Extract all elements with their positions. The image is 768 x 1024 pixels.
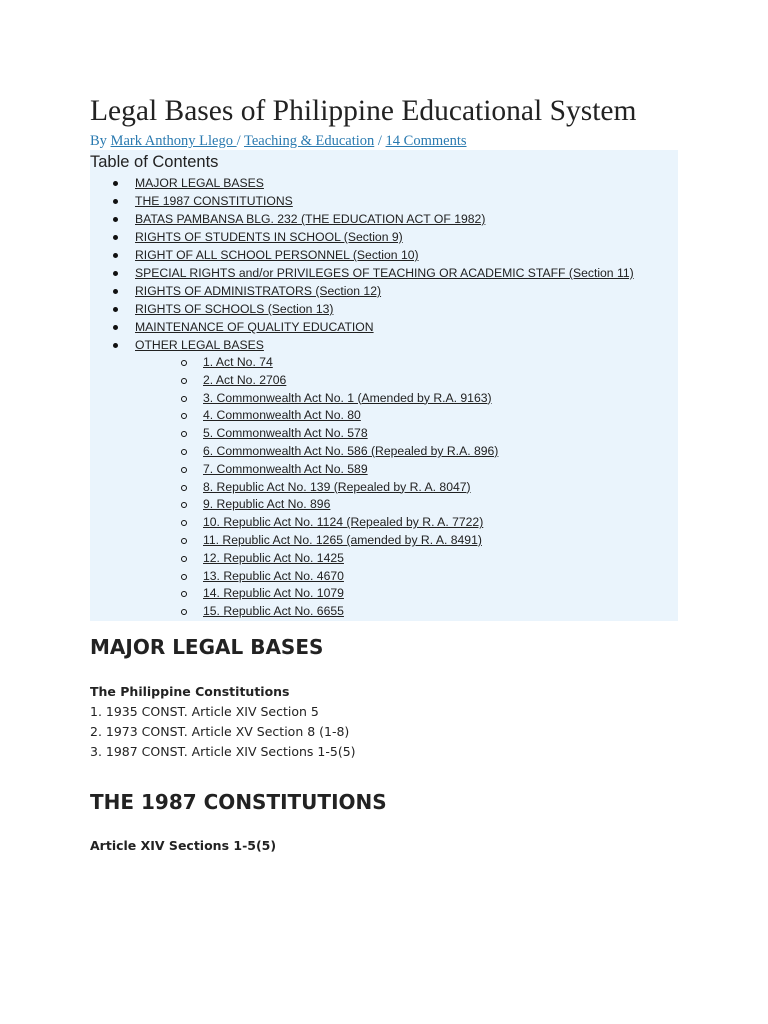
toc-subitem <box>90 479 498 497</box>
toc-item <box>90 174 634 192</box>
constitutions-list <box>90 702 356 762</box>
byline-prefix: By <box>90 133 111 149</box>
author-link[interactable]: Mark Anthony Llego <box>110 133 237 149</box>
article-title: Legal Bases of Philippine Educational System <box>90 95 637 127</box>
toc-subitem <box>90 585 498 603</box>
toc-subitem <box>90 514 498 532</box>
toc-item <box>90 264 634 282</box>
toc-link-special-rights[interactable]: SPECIAL RIGHTS and/or PRIVILEGES OF TEACHING OR ACADEMIC STAFF (Section 11) <box>135 266 634 280</box>
toc-subitem <box>90 407 498 425</box>
toc-item <box>90 300 634 318</box>
byline-separator: / <box>236 133 245 149</box>
toc-item <box>90 246 634 264</box>
toc-item <box>90 210 634 228</box>
subheading-article-xiv: Article XIV Sections 1-5(5) <box>90 838 277 853</box>
list-item: 2. 1973 CONST. Article XV Section 8 (1-8) <box>90 724 350 739</box>
toc-sublink[interactable]: 6. Commonwealth Act No. 586 (Repealed by R.A. 896) <box>203 443 499 458</box>
toc-item <box>90 282 634 300</box>
toc-link-bp-232[interactable]: BATAS PAMBANSA BLG. 232 (THE EDUCATION ACT OF 1982) <box>135 212 486 226</box>
toc-link-major-legal-bases[interactable]: MAJOR LEGAL BASES <box>135 176 264 190</box>
toc-sublist <box>90 354 498 621</box>
toc-sublink[interactable]: 13. Republic Act No. 4670 <box>203 568 344 583</box>
toc-title: Table of Contents <box>90 153 219 171</box>
toc-list <box>90 174 634 354</box>
toc-sublink[interactable]: 4. Commonwealth Act No. 80 <box>203 408 361 423</box>
toc-item <box>90 228 634 246</box>
toc-sublink[interactable]: 15. Republic Act No. 6655 <box>203 604 344 619</box>
byline <box>90 131 467 151</box>
toc-sublink[interactable]: 2. Act No. 2706 <box>203 372 287 387</box>
toc-subitem <box>90 461 498 479</box>
toc-sublink[interactable]: 5. Commonwealth Act No. 578 <box>203 426 368 441</box>
toc-link-other-legal-bases[interactable]: OTHER LEGAL BASES <box>135 338 264 352</box>
toc-subitem <box>90 603 498 621</box>
toc-link-rights-of-administrators[interactable]: RIGHTS OF ADMINISTRATORS (Section 12) <box>135 284 382 298</box>
category-link[interactable]: Teaching & Education <box>244 133 375 149</box>
list-item: 1. 1935 CONST. Article XIV Section 5 <box>90 704 319 719</box>
toc-sublink[interactable]: 9. Republic Act No. 896 <box>203 497 331 512</box>
toc-sublink[interactable]: 14. Republic Act No. 1079 <box>203 586 344 601</box>
toc-subitem <box>90 390 498 408</box>
toc-subitem <box>90 425 498 443</box>
toc-sublink[interactable]: 3. Commonwealth Act No. 1 (Amended by R.A. 9163) <box>203 390 492 405</box>
section-heading-major-legal-bases: MAJOR LEGAL BASES <box>90 635 324 659</box>
toc-sublink[interactable]: 11. Republic Act No. 1265 (amended by R. A. 8491) <box>203 532 482 547</box>
toc-link-rights-of-students[interactable]: RIGHTS OF STUDENTS IN SCHOOL (Section 9) <box>135 230 403 244</box>
toc-link-quality-education[interactable]: MAINTENANCE OF QUALITY EDUCATION <box>135 320 374 334</box>
comments-link[interactable]: 14 Comments <box>385 133 467 149</box>
list-item: 3. 1987 CONST. Article XIV Sections 1-5(5) <box>90 744 356 759</box>
subheading-philippine-constitutions: The Philippine Constitutions <box>90 684 290 699</box>
byline-separator: / <box>374 133 386 149</box>
toc-link-rights-of-schools[interactable]: RIGHTS OF SCHOOLS (Section 13) <box>135 302 334 316</box>
toc-subitem <box>90 532 498 550</box>
toc-subitem <box>90 443 498 461</box>
toc-item <box>90 336 634 354</box>
toc-sublink[interactable]: 8. Republic Act No. 139 (Repealed by R. A. 8047) <box>203 479 471 494</box>
toc-link-1987-constitutions[interactable]: THE 1987 CONSTITUTIONS <box>135 194 293 208</box>
toc-subitem <box>90 568 498 586</box>
toc-sublink[interactable]: 12. Republic Act No. 1425 <box>203 550 344 565</box>
toc-item <box>90 318 634 336</box>
toc-sublink[interactable]: 10. Republic Act No. 1124 (Repealed by R. A. 7722) <box>203 515 484 530</box>
toc-subitem <box>90 354 498 372</box>
toc-subitem <box>90 496 498 514</box>
toc-item <box>90 192 634 210</box>
toc-subitem <box>90 550 498 568</box>
toc-sublink[interactable]: 1. Act No. 74 <box>203 355 273 369</box>
toc-sublink[interactable]: 7. Commonwealth Act No. 589 <box>203 461 368 476</box>
table-of-contents <box>90 150 678 621</box>
toc-subitem <box>90 372 498 390</box>
section-heading-1987-constitutions: THE 1987 CONSTITUTIONS <box>90 790 387 814</box>
toc-link-right-of-personnel[interactable]: RIGHT OF ALL SCHOOL PERSONNEL (Section 10) <box>135 248 419 262</box>
